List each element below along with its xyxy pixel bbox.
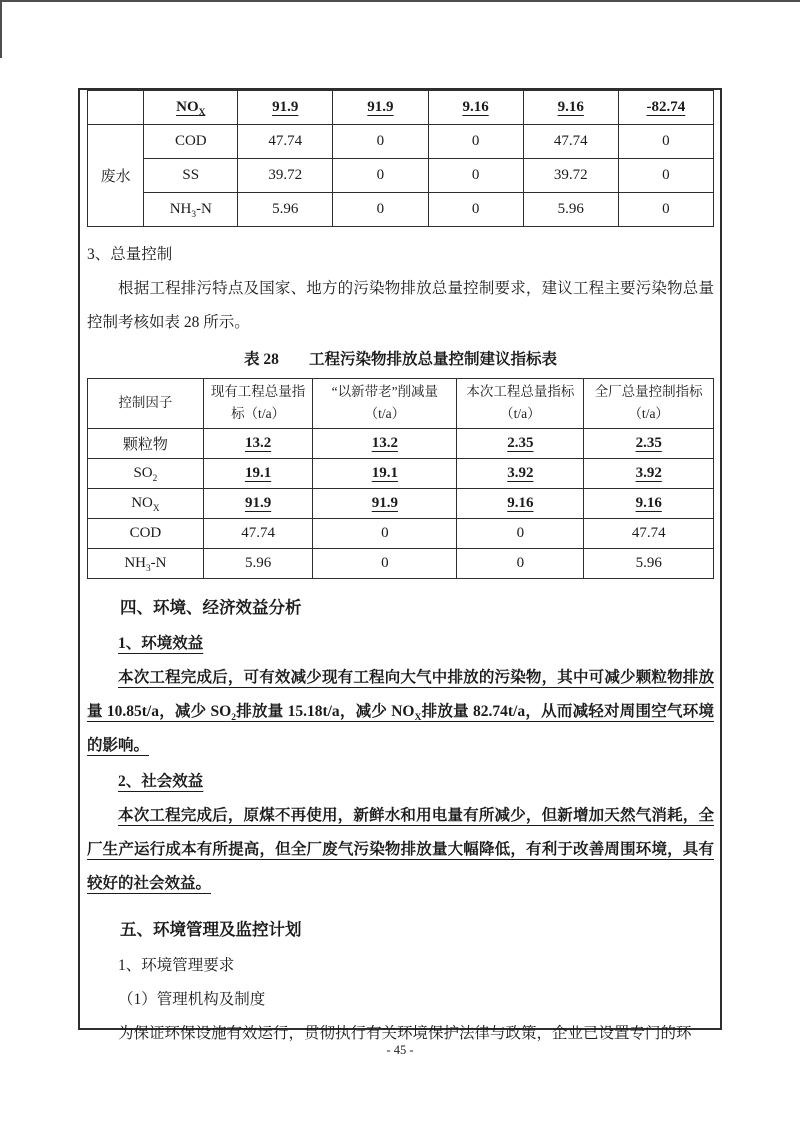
- value-cell: 5.96: [238, 193, 333, 227]
- table28-caption: [87, 345, 714, 375]
- management-paragraph: 为保证环保设施有效运行，贯彻执行有关环境保护法律与政策，企业已设置专门的环: [118, 1024, 692, 1042]
- scan-left-edge-line: [0, 0, 2, 58]
- page-number: - 45 -: [386, 1043, 414, 1057]
- value-cell: 0: [313, 548, 457, 578]
- section5-heading: 五、环境管理及监控计划: [120, 920, 302, 939]
- value-cell: 5.96: [523, 193, 618, 227]
- section3-title: 3、总量控制: [87, 246, 173, 263]
- value-cell: 0: [428, 193, 523, 227]
- value-cell: 0: [333, 193, 428, 227]
- factor-cell: COD: [88, 518, 204, 548]
- value-cell: 0: [333, 125, 428, 159]
- factor-cell: 颗粒物: [88, 428, 204, 458]
- value-cell: 0: [313, 518, 457, 548]
- value-cell: 0: [618, 159, 713, 193]
- table-row-cod: [88, 125, 714, 159]
- table28-row-nox: [88, 488, 714, 518]
- header-cell: 现有工程总量指标（t/a）: [203, 379, 313, 429]
- table-row-nox: [88, 91, 714, 125]
- header-cell: “以新带老”削减量（t/a）: [313, 379, 457, 429]
- factor-cell: $NO_X$: [88, 488, 204, 518]
- pollutant-cell: SS: [144, 159, 238, 193]
- value-cell: 13.2: [313, 428, 457, 458]
- value-cell: 5.96: [203, 548, 313, 578]
- value-cell: 47.74: [584, 518, 714, 548]
- table-row-ss: [88, 159, 714, 193]
- value-cell: 91.9: [313, 488, 457, 518]
- pollutant-cell: $NH_3-N$: [144, 193, 238, 227]
- value-cell: 3.92: [584, 458, 714, 488]
- section4-heading: 四、环境、经济效益分析: [120, 598, 302, 617]
- value-cell: 2.35: [457, 428, 584, 458]
- group-cell-empty: [88, 91, 144, 125]
- scan-top-edge-line: [0, 0, 800, 2]
- table28-caption-title: 工程污染物排放总量控制建议指标表: [308, 351, 557, 368]
- section5-sub1-heading: 1、环境管理要求: [118, 956, 235, 974]
- header-cell: 本次工程总量指标（t/a）: [457, 379, 584, 429]
- section4-sub1-heading: 1、环境效益: [118, 634, 204, 652]
- value-cell: 47.74: [203, 518, 313, 548]
- table28-row-particulate: [88, 428, 714, 458]
- table28-row-nh3n: [88, 548, 714, 578]
- value-cell: 2.35: [584, 428, 714, 458]
- table28-caption-label: 表 28: [244, 351, 279, 368]
- table-row-nh3n: [88, 193, 714, 227]
- value-cell: 0: [428, 125, 523, 159]
- value-cell: 91.9: [203, 488, 313, 518]
- factor-cell: $SO_2$: [88, 458, 204, 488]
- value-cell: 3.92: [457, 458, 584, 488]
- value-cell: 13.2: [203, 428, 313, 458]
- value-cell: 0: [457, 548, 584, 578]
- value-cell: 0: [428, 159, 523, 193]
- section3-paragraph: 根据工程排污特点及国家、地方的污染物排放总量控制要求，建议工程主要污染物总量控制考核如表 28 所示。: [87, 280, 714, 331]
- table28-row-so2: [88, 458, 714, 488]
- section4-sub2-heading: 2、社会效益: [118, 772, 204, 790]
- value-cell: -82.74: [618, 91, 713, 125]
- pollutant-totals-carryover-table: [87, 90, 714, 227]
- value-cell: 91.9: [333, 91, 428, 125]
- document-content-frame: [78, 88, 722, 1042]
- value-cell: 19.1: [203, 458, 313, 488]
- value-cell: 0: [457, 518, 584, 548]
- value-cell: 0: [618, 125, 713, 159]
- value-cell: 39.72: [238, 159, 333, 193]
- social-benefit-paragraph: 本次工程完成后，原煤不再使用，新鲜水和用电量有所减少，但新增加天然气消耗，全厂生产运行成本有所提高，但全厂废气污染物排放量大幅降低，有利于改善周围环境，具有较好的社会效益。: [87, 806, 714, 892]
- value-cell: 9.16: [457, 488, 584, 518]
- value-cell: 19.1: [313, 458, 457, 488]
- table28-row-cod: [88, 518, 714, 548]
- value-cell: 9.16: [428, 91, 523, 125]
- value-cell: 39.72: [523, 159, 618, 193]
- value-cell: 9.16: [523, 91, 618, 125]
- value-cell: 0: [333, 159, 428, 193]
- pollutant-cell: COD: [144, 125, 238, 159]
- environmental-benefit-paragraph: 本次工程完成后，可有效减少现有工程向大气中排放的污染物，其中可减少颗粒物排放量 10.85t/a，减少 $SO_2$排放量 15.18t/a，减少 $NO_X$排放量 82.74t/a，从而减轻对周围空气环境的影响。: [87, 668, 714, 754]
- section5-sub1-1-heading: （1）管理机构及制度: [118, 990, 266, 1008]
- value-cell: 91.9: [238, 91, 333, 125]
- factor-cell: $NH_3-N$: [88, 548, 204, 578]
- header-cell: 控制因子: [88, 379, 204, 429]
- value-cell: 9.16: [584, 488, 714, 518]
- header-cell: 全厂总量控制指标（t/a）: [584, 379, 714, 429]
- table28-total-control-indicators: [87, 378, 714, 579]
- value-cell: 47.74: [523, 125, 618, 159]
- value-cell: 5.96: [584, 548, 714, 578]
- group-cell-wastewater: 废水: [88, 125, 144, 227]
- pollutant-cell: $NO_X$: [144, 91, 238, 125]
- table28-header-row: [88, 379, 714, 429]
- value-cell: 47.74: [238, 125, 333, 159]
- value-cell: 0: [618, 193, 713, 227]
